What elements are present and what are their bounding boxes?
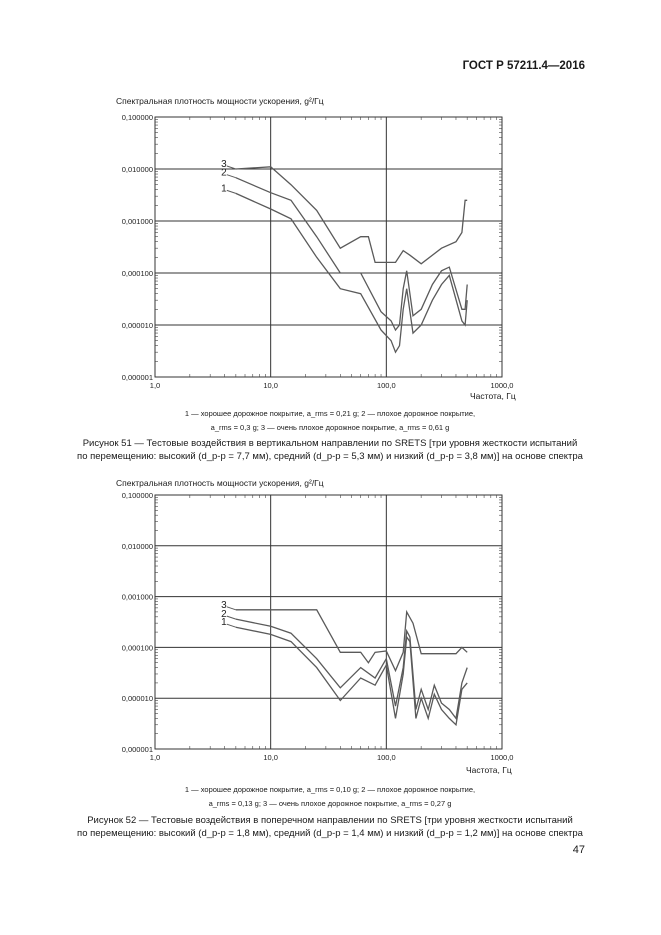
caption-line: Рисунок 52 — Тестовые воздействия в поперечном направлении по SRETS [три уровня жесткости испытаний <box>87 815 573 826</box>
x-tick-label: 1000,0 <box>490 381 514 390</box>
x-tick-label: 1,0 <box>149 381 161 390</box>
figure-52-legend <box>110 783 550 811</box>
y-axis-label <box>116 96 324 106</box>
x-tick-label: 100,0 <box>376 381 396 390</box>
legend-line: a_rms = 0,13 g; 3 — очень плохое дорожное покрытие, a_rms = 0,27 g <box>208 799 452 808</box>
y-axis-label-text: Спектральная плотность мощности ускорения, g²/Гц <box>116 478 324 488</box>
y-tick-label: 0,000010 <box>121 694 153 704</box>
series-number-label: 3 <box>221 159 227 170</box>
x-tick-label: 100,0 <box>376 753 396 762</box>
series-leader <box>227 607 236 610</box>
x-axis-label: Частота, Гц <box>470 391 516 401</box>
figure-51-plot <box>0 110 661 410</box>
y-tick-label: 0,001000 <box>121 217 153 226</box>
caption-line: по перемещению: высокий (d_p-p = 7,7 мм), средний (d_p-p = 5,3 мм) и низкий (d_p-p = 3,8 мм)] на основе спектра <box>77 451 583 462</box>
x-axis-label: Частота, Гц <box>466 765 512 775</box>
series-number-label: 2 <box>221 609 227 621</box>
x-tick-label: 10,0 <box>263 381 278 390</box>
y-axis-label-text: Спектральная плотность мощности ускорения, g²/Гц <box>116 96 324 106</box>
figure-51-chart <box>0 110 661 410</box>
series-leader <box>227 616 236 619</box>
series-number-label: 1 <box>221 183 227 195</box>
legend-line: 1 — хорошее дорожное покрытие, a_rms = 0,21 g; 2 — плохое дорожное покрытие, <box>184 409 476 418</box>
plot-frame <box>155 117 502 377</box>
series-number-label: 3 <box>221 599 227 611</box>
figure-52-caption <box>40 814 620 840</box>
y-tick-label: 0,010000 <box>121 165 153 174</box>
figure-51-legend <box>110 407 550 435</box>
legend-line: a_rms = 0,3 g; 3 — очень плохое дорожное покрытие, a_rms = 0,61 g <box>210 423 450 432</box>
series-number-label: 2 <box>221 167 227 179</box>
series-leader <box>227 624 236 627</box>
y-tick-label: 0,100000 <box>121 113 153 122</box>
series-number-label: 1 <box>221 617 227 629</box>
figure-52-chart <box>0 485 661 785</box>
y-tick-label: 0,000100 <box>121 269 153 278</box>
legend-line: 1 — хорошее дорожное покрытие, a_rms = 0,10 g; 2 — плохое дорожное покрытие, <box>184 785 476 794</box>
y-tick-label: 0,000100 <box>121 643 153 653</box>
y-tick-label: 0,000001 <box>121 373 153 382</box>
series-leader <box>227 190 236 193</box>
y-tick-label: 0,100000 <box>121 491 153 500</box>
y-tick-label: 0,010000 <box>121 541 153 551</box>
figure-52-plot <box>0 485 661 785</box>
page-number: 47 <box>572 844 585 856</box>
x-tick-label: 1,0 <box>149 753 161 762</box>
x-tick-label: 10,0 <box>263 753 278 762</box>
document-header: ГОСТ Р 57211.4—2016 <box>462 60 585 72</box>
figure-51-caption <box>40 437 620 463</box>
y-tick-label: 0,001000 <box>121 592 153 602</box>
x-tick-label: 1000,0 <box>490 753 514 762</box>
y-tick-label: 0,000001 <box>121 745 153 754</box>
y-tick-label: 0,000010 <box>121 321 153 330</box>
caption-line: по перемещению: высокий (d_p-p = 1,8 мм), средний (d_p-p = 1,4 мм) и низкий (d_p-p = 1,2 мм)] на основе спектра <box>77 828 583 839</box>
series-leader <box>227 175 236 178</box>
caption-line: Рисунок 51 — Тестовые воздействия в вертикальном направлении по SRETS [три уровня жесткости испытаний <box>82 438 578 449</box>
